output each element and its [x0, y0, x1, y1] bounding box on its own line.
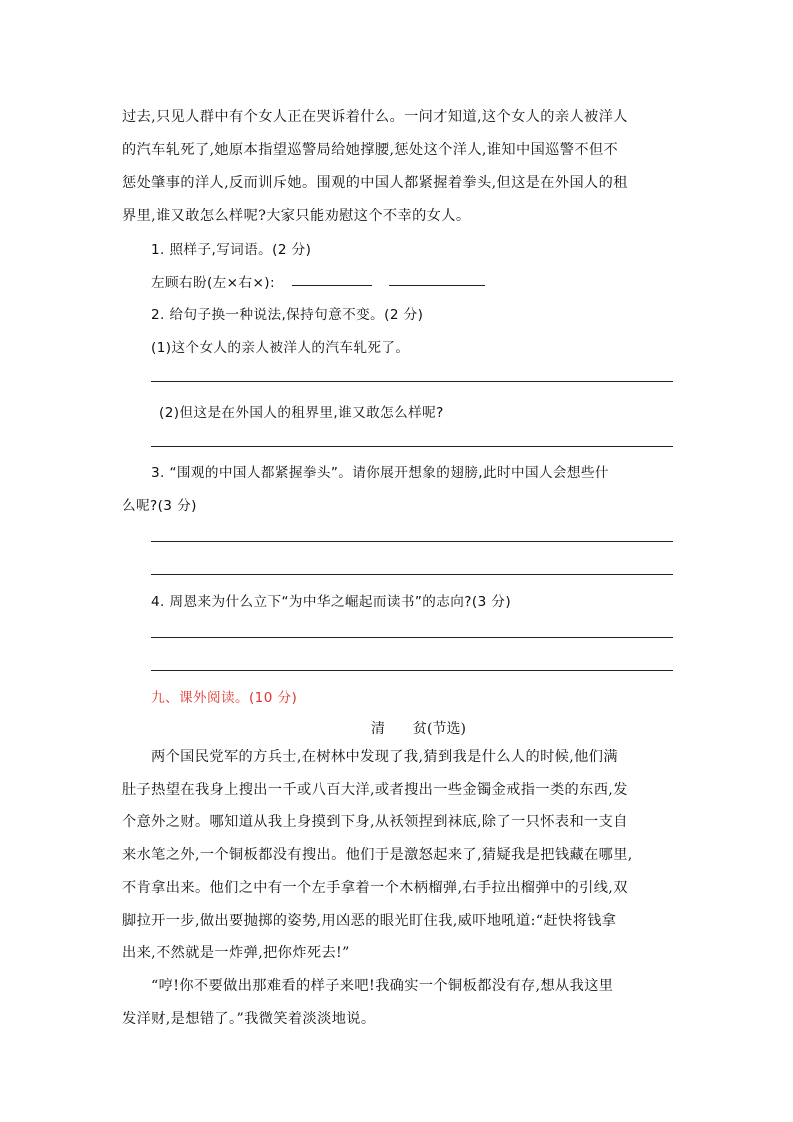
answer-line[interactable]	[151, 637, 673, 638]
question-1-example: 左顾右盼(左×右×):	[151, 275, 275, 291]
answer-line[interactable]	[151, 541, 673, 542]
reading-line: 两个国民党军的方兵士,在树林中发现了我,猜到我是什么人的时候,他们满	[151, 749, 618, 765]
passage-line: 过去,只见人群中有个女人正在哭诉着什么。一问才知道,这个女人的亲人被洋人	[122, 109, 628, 125]
answer-line[interactable]	[151, 670, 673, 671]
reading-line: “哼!你不要做出那难看的样子来吧!我确实一个铜板都没有存,想从我这里	[151, 978, 614, 994]
reading-line: 出来,不然就是一炸弹,把你炸死去!”	[122, 945, 350, 961]
passage-line: 的汽车轧死了,她原本指望巡警局给她撑腰,惩处这个洋人,谁知中国巡警不但不	[122, 142, 619, 158]
reading-title: 清 贫(节选)	[371, 721, 466, 737]
section-9-heading: 九、课外阅读。(10 分)	[151, 690, 298, 706]
passage-line: 惩处肇事的洋人,反而训斥她。围观的中国人都紧握着拳头,但这是在外国人的租	[122, 175, 628, 191]
question-3-line2: 么呢?(3 分)	[122, 498, 197, 514]
question-2-title: 2. 给句子换一种说法,保持句意不变。(2 分)	[151, 307, 424, 323]
passage-line: 界里,谁又敢怎么样呢?大家只能劝慰这个不幸的女人。	[122, 208, 471, 224]
reading-line: 个意外之财。哪知道从我上身摸到下身,从袄领捏到袜底,除了一只怀表和一支自	[122, 814, 628, 830]
answer-blank-2[interactable]	[389, 285, 485, 286]
reading-line: 脚拉开一步,做出要抛掷的姿势,用凶恶的眼光盯住我,威吓地吼道:“赶快将钱拿	[122, 913, 617, 929]
question-1-title: 1. 照样子,写词语。(2 分)	[151, 242, 312, 258]
question-3-line1: 3. “围观的中国人都紧握拳头”。请你展开想象的翅膀,此时中国人会想些什	[151, 465, 609, 481]
reading-line: 肚子热望在我身上搜出一千或八百大洋,或者搜出一些金镯金戒指一类的东西,发	[122, 782, 628, 798]
answer-blank-1[interactable]	[292, 285, 372, 286]
question-4-title: 4. 周恩来为什么立下“为中华之崛起而读书”的志向?(3 分)	[151, 594, 512, 610]
answer-line[interactable]	[151, 446, 673, 447]
question-2-sub2: (2)但这是在外国人的租界里,谁又敢怎么样呢?	[159, 405, 444, 421]
answer-line[interactable]	[151, 381, 673, 382]
reading-line: 发洋财,是想错了。”我微笑着淡淡地说。	[122, 1011, 376, 1027]
reading-line: 来水笔之外,一个铜板都没有搜出。他们于是激怒起来了,猜疑我是把钱藏在哪里,	[122, 847, 633, 863]
answer-line[interactable]	[151, 574, 673, 575]
question-2-sub1: (1)这个女人的亲人被洋人的汽车轧死了。	[151, 340, 410, 356]
reading-line: 不肯拿出来。他们之中有一个左手拿着一个木柄榴弹,右手拉出榴弹中的引线,双	[122, 880, 628, 896]
